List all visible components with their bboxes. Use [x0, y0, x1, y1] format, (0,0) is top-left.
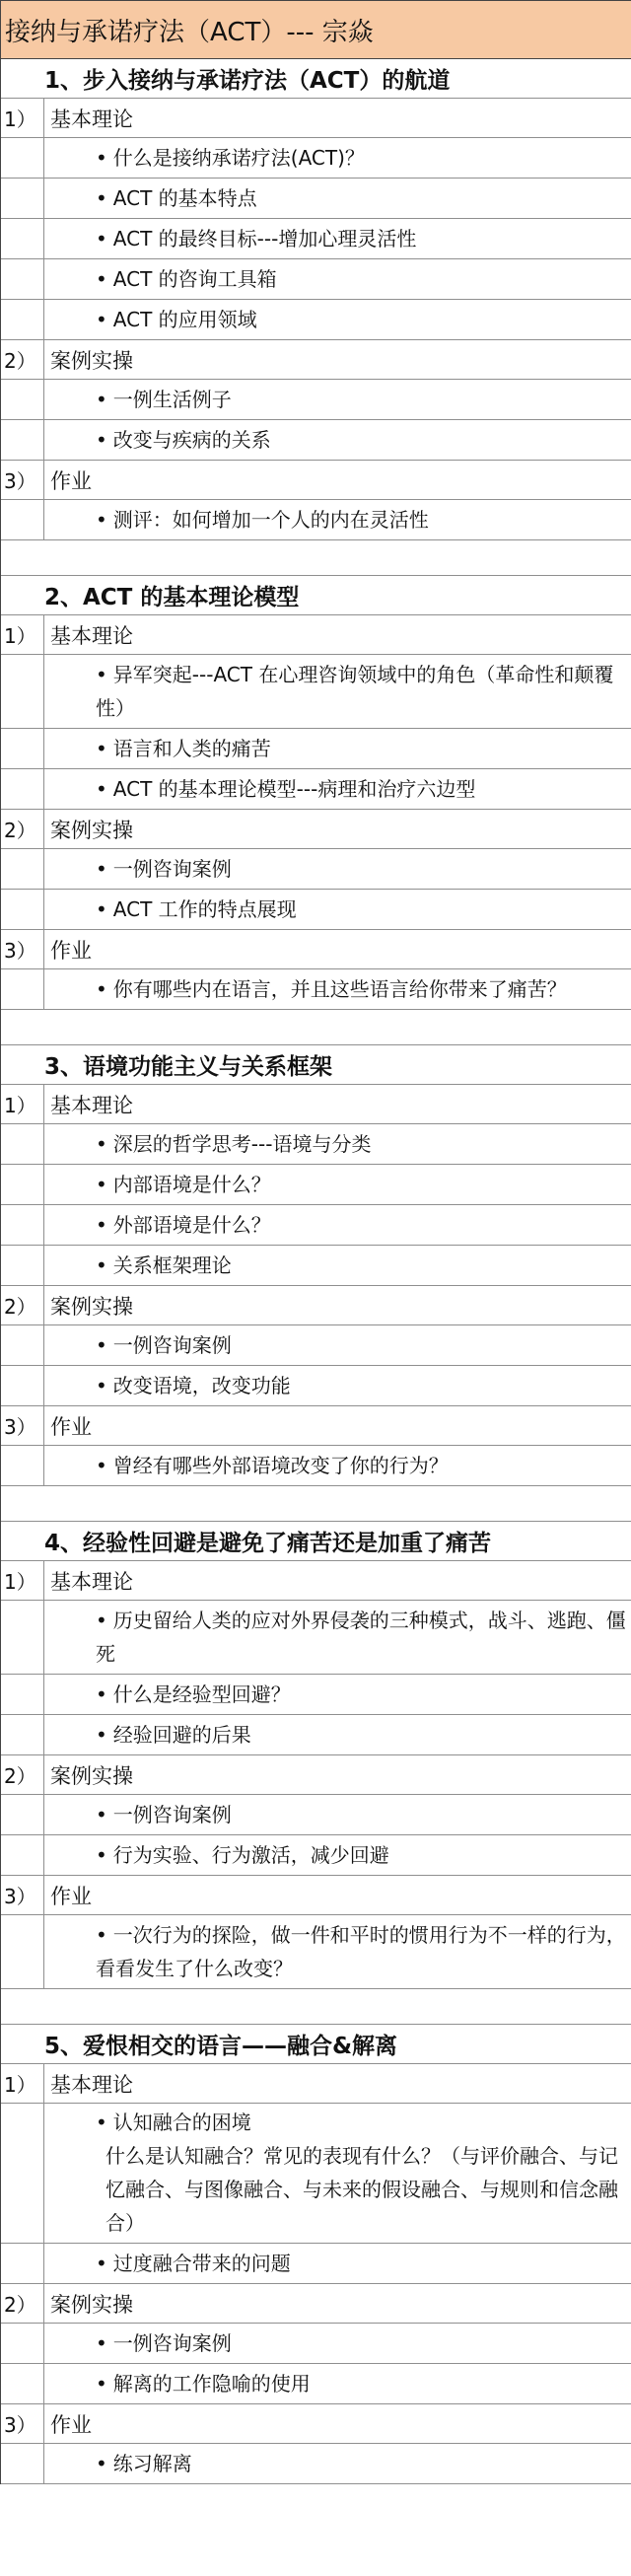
item-content-cell: [44, 1715, 631, 1754]
empty-number-cell: [1, 2104, 44, 2243]
category-label: 作业: [50, 938, 92, 963]
item-content-cell: [44, 1165, 631, 1204]
item-text-block: [96, 1325, 236, 1365]
list-item: [1, 1246, 631, 1286]
section-heading: 2、ACT 的基本理论模型: [44, 585, 300, 610]
category-row: [1, 615, 631, 655]
list-item: [1, 420, 631, 461]
item-content-cell: [44, 138, 631, 178]
list-item: [1, 138, 631, 179]
category-label: 作业: [50, 2412, 92, 2437]
category-label: 基本理论: [50, 1093, 133, 1117]
item-text-block: [96, 380, 236, 419]
item-text: 过度融合带来的问题: [112, 2252, 291, 2275]
item-text-block: [96, 179, 261, 218]
document-title: 接纳与承诺疗法（ACT）--- 宗焱: [5, 17, 374, 47]
item-text-block: [96, 1915, 631, 1988]
item-content-cell: [44, 2104, 631, 2243]
item-text: 改变语境，改变功能: [112, 1374, 291, 1397]
category-number: 3）: [1, 461, 44, 499]
item-content-cell: [44, 1675, 631, 1714]
section-heading-row: [1, 1522, 631, 1561]
item-text-block: [96, 969, 571, 1009]
category-row: [1, 1085, 631, 1124]
list-item: [1, 729, 631, 769]
empty-number-cell: [1, 1205, 44, 1245]
item-content-cell: [44, 300, 631, 339]
item-content-cell: [44, 769, 631, 809]
list-item: [1, 655, 631, 729]
item-text: 内部语境是什么？: [112, 1173, 271, 1196]
item-text: 什么是接纳承诺疗法(ACT)？: [112, 146, 365, 170]
empty-number-cell: [1, 2244, 44, 2283]
bullet-icon: •: [96, 2372, 107, 2396]
bullet-icon: •: [96, 428, 107, 452]
empty-number-cell: [1, 179, 44, 218]
category-row: [1, 1406, 631, 1446]
item-content-cell: [44, 1446, 631, 1485]
bullet-icon: •: [96, 1682, 107, 1706]
item-content-cell: [44, 179, 631, 218]
item-content-cell: [44, 2444, 631, 2483]
item-text: ACT 的基本特点: [112, 186, 257, 210]
empty-number-cell: [1, 1366, 44, 1405]
item-text-block: [96, 655, 631, 728]
item-content-cell: [44, 1601, 631, 1674]
spacer-row: [1, 1989, 631, 2025]
category-number: 2）: [1, 810, 44, 848]
empty-number-cell: [1, 1325, 44, 1365]
category-label: 案例实操: [50, 2292, 133, 2317]
bullet-icon: •: [96, 1843, 107, 1867]
category-label: 作业: [50, 1414, 92, 1439]
list-item: [1, 1446, 631, 1486]
item-content-cell: [44, 1795, 631, 1834]
category-number: 1）: [1, 615, 44, 654]
category-row: [1, 930, 631, 969]
category-row: [1, 461, 631, 500]
spacer-row: [1, 1486, 631, 1522]
category-label: 基本理论: [50, 107, 133, 131]
item-content-cell: [44, 259, 631, 299]
list-item: [1, 769, 631, 810]
item-text-block: [96, 1835, 393, 1875]
list-item: [1, 1915, 631, 1989]
item-content-cell: [44, 1124, 631, 1164]
empty-number-cell: [1, 1246, 44, 1285]
category-number: 3）: [1, 1406, 44, 1445]
category-label: 作业: [50, 1884, 92, 1908]
category-row: [1, 1755, 631, 1795]
item-text-block: [96, 1601, 631, 1674]
category-number: 2）: [1, 2284, 44, 2323]
empty-number-cell: [1, 1675, 44, 1714]
item-text: 行为实验、行为激活，减少回避: [112, 1843, 389, 1867]
bullet-icon: •: [96, 1213, 107, 1237]
item-text: 练习解离: [112, 2452, 192, 2475]
item-text: 深层的哲学思考---语境与分类: [112, 1132, 372, 1156]
item-text-block: [96, 259, 281, 299]
item-content-cell: [44, 890, 631, 929]
item-text: 一例咨询案例: [112, 1803, 232, 1826]
list-item: [1, 259, 631, 300]
empty-number-cell: [1, 1165, 44, 1204]
category-label: 案例实操: [50, 348, 133, 373]
item-text: 一次行为的探险，做一件和平时的惯用行为不一样的行为，看看发生了什么改变？: [96, 1923, 626, 1980]
item-text-block: [96, 1795, 236, 1834]
category-number: 3）: [1, 1876, 44, 1914]
bullet-icon: •: [96, 2452, 107, 2475]
list-item: [1, 849, 631, 890]
bullet-icon: •: [96, 663, 107, 686]
item-text: ACT 工作的特点展现: [112, 897, 297, 921]
category-number: 2）: [1, 340, 44, 379]
empty-number-cell: [1, 380, 44, 419]
item-text-block: [96, 1165, 275, 1204]
category-label: 作业: [50, 468, 92, 493]
item-text-block: [96, 138, 369, 178]
item-text-block: [96, 219, 420, 258]
empty-number-cell: [1, 849, 44, 889]
item-text-block: [96, 1124, 375, 1164]
bullet-icon: •: [96, 186, 107, 210]
item-text: 一例咨询案例: [112, 2331, 232, 2355]
item-text-block: [96, 849, 236, 889]
bullet-icon: •: [96, 777, 107, 801]
list-item: [1, 300, 631, 340]
item-content-cell: [44, 849, 631, 889]
bullet-icon: •: [96, 1723, 107, 1747]
item-text: 认知融合的困境: [112, 2111, 251, 2134]
item-content-cell: [44, 2244, 631, 2283]
list-item: [1, 2244, 631, 2284]
item-text: 历史留给人类的应对外界侵袭的三种模式，战斗、逃跑、僵死: [96, 1609, 626, 1666]
item-text: ACT 的咨询工具箱: [112, 267, 277, 291]
item-content-cell: [44, 1835, 631, 1875]
bullet-icon: •: [96, 2252, 107, 2275]
item-content-cell: [44, 655, 631, 728]
bullet-icon: •: [96, 227, 107, 250]
list-item: [1, 1675, 631, 1715]
bullet-icon: •: [96, 1333, 107, 1357]
bullet-icon: •: [96, 308, 107, 331]
category-row: [1, 340, 631, 380]
item-text-block: [96, 1675, 295, 1714]
bullet-icon: •: [96, 388, 107, 411]
category-label: 基本理论: [50, 1569, 133, 1594]
list-item: [1, 2324, 631, 2364]
bullet-icon: •: [96, 977, 107, 1001]
item-content-cell: [44, 2324, 631, 2363]
bullet-icon: •: [96, 2331, 107, 2355]
item-text-block: [96, 769, 479, 809]
item-text-block: [96, 300, 261, 339]
item-content-cell: [44, 1915, 631, 1988]
item-text: 什么是经验型回避？: [112, 1682, 291, 1706]
empty-number-cell: [1, 259, 44, 299]
item-text: 外部语境是什么？: [112, 1213, 271, 1237]
empty-number-cell: [1, 1795, 44, 1834]
item-text: 经验回避的后果: [112, 1723, 251, 1747]
bullet-icon: •: [96, 508, 107, 532]
section-heading-row: [1, 576, 631, 615]
empty-number-cell: [1, 655, 44, 728]
empty-number-cell: [1, 2444, 44, 2483]
list-item: [1, 500, 631, 540]
item-text: 改变与疾病的关系: [112, 428, 271, 452]
item-text-block: [96, 1715, 255, 1754]
category-row: [1, 2064, 631, 2104]
list-item: [1, 2444, 631, 2484]
empty-number-cell: [1, 2364, 44, 2403]
item-content-cell: [44, 380, 631, 419]
category-label: 基本理论: [50, 623, 133, 648]
item-text-block: [96, 1246, 236, 1285]
empty-number-cell: [1, 1835, 44, 1875]
item-content-cell: [44, 500, 631, 539]
item-text-block: [96, 500, 433, 539]
list-item: [1, 1601, 631, 1675]
empty-number-cell: [1, 500, 44, 539]
document-title-row: [1, 0, 631, 59]
list-item: [1, 1124, 631, 1165]
list-item: [1, 1205, 631, 1246]
item-content-cell: [44, 969, 631, 1009]
category-number: 3）: [1, 930, 44, 968]
category-number: 3）: [1, 2404, 44, 2443]
list-item: [1, 2364, 631, 2404]
item-text-block: [96, 2104, 631, 2243]
empty-number-cell: [1, 890, 44, 929]
list-item: [1, 1795, 631, 1835]
empty-number-cell: [1, 1601, 44, 1674]
item-content-cell: [44, 1205, 631, 1245]
bullet-icon: •: [96, 1803, 107, 1826]
empty-number-cell: [1, 1915, 44, 1988]
item-text: 解离的工作隐喻的使用: [112, 2372, 311, 2396]
bullet-icon: •: [96, 1923, 107, 1947]
category-number: 1）: [1, 1561, 44, 1600]
empty-number-cell: [1, 1446, 44, 1485]
item-text-block: [96, 890, 301, 929]
list-item: [1, 2104, 631, 2244]
section-heading-row: [1, 1045, 631, 1085]
item-content-cell: [44, 729, 631, 768]
item-text: ACT 的最终目标---增加心理灵活性: [112, 227, 417, 250]
bullet-icon: •: [96, 1173, 107, 1196]
item-text-block: [96, 2364, 315, 2403]
bullet-icon: •: [96, 1132, 107, 1156]
bullet-icon: •: [96, 2111, 107, 2134]
item-text: ACT 的应用领域: [112, 308, 257, 331]
item-text-block: [96, 420, 275, 460]
section-heading: 1、步入接纳与承诺疗法（ACT）的航道: [44, 68, 451, 94]
section-heading-row: [1, 59, 631, 99]
bullet-icon: •: [96, 737, 107, 760]
empty-number-cell: [1, 969, 44, 1009]
item-text-block: [96, 1205, 275, 1245]
section-heading: 5、爱恨相交的语言——融合&解离: [44, 2034, 398, 2059]
empty-number-cell: [1, 219, 44, 258]
category-row: [1, 99, 631, 138]
item-text: 测评：如何增加一个人的内在灵活性: [112, 508, 429, 532]
item-content-cell: [44, 219, 631, 258]
item-text-block: [96, 2444, 196, 2483]
item-content-cell: [44, 2364, 631, 2403]
item-content-cell: [44, 1366, 631, 1405]
bullet-icon: •: [96, 897, 107, 921]
item-content-cell: [44, 420, 631, 460]
item-text: 一例咨询案例: [112, 857, 232, 881]
empty-number-cell: [1, 300, 44, 339]
category-row: [1, 2284, 631, 2324]
list-item: [1, 1325, 631, 1366]
item-text: 曾经有哪些外部语境改变了你的行为？: [112, 1454, 449, 1477]
category-row: [1, 810, 631, 849]
category-row: [1, 1876, 631, 1915]
list-item: [1, 1715, 631, 1755]
category-label: 基本理论: [50, 2072, 133, 2097]
category-row: [1, 1561, 631, 1601]
category-label: 案例实操: [50, 1763, 133, 1788]
item-text-block: [96, 729, 275, 768]
item-text-block: [96, 1366, 295, 1405]
item-text: 语言和人类的痛苦: [112, 737, 271, 760]
item-text-block: [96, 1446, 453, 1485]
section-heading: 4、经验性回避是避免了痛苦还是加重了痛苦: [44, 1531, 492, 1556]
category-label: 案例实操: [50, 1294, 133, 1319]
bullet-icon: •: [96, 1609, 107, 1632]
spacer-row: [1, 1010, 631, 1045]
category-number: 1）: [1, 2064, 44, 2103]
empty-number-cell: [1, 1124, 44, 1164]
list-item: [1, 890, 631, 930]
section-heading-row: [1, 2025, 631, 2064]
item-text-block: [96, 2324, 236, 2363]
category-row: [1, 1286, 631, 1325]
section-heading: 3、语境功能主义与关系框架: [44, 1054, 333, 1080]
item-content-cell: [44, 1246, 631, 1285]
bullet-icon: •: [96, 267, 107, 291]
bullet-icon: •: [96, 857, 107, 881]
bullet-icon: •: [96, 1374, 107, 1397]
empty-number-cell: [1, 138, 44, 178]
list-item: [1, 219, 631, 259]
category-row: [1, 2404, 631, 2444]
empty-number-cell: [1, 729, 44, 768]
item-text-block: [96, 2244, 295, 2283]
list-item: [1, 1835, 631, 1876]
item-text: ACT 的基本理论模型---病理和治疗六边型: [112, 777, 476, 801]
list-item: [1, 1366, 631, 1406]
item-text: 一例生活例子: [112, 388, 232, 411]
bullet-icon: •: [96, 146, 107, 170]
item-text: 你有哪些内在语言，并且这些语言给你带来了痛苦？: [112, 977, 567, 1001]
category-number: 2）: [1, 1286, 44, 1324]
empty-number-cell: [1, 2324, 44, 2363]
empty-number-cell: [1, 769, 44, 809]
item-subtext: 什么是认知融合？常见的表现有什么？（与评价融合、与记忆融合、与图像融合、与未来的假设融合、与规则和信念融合）: [105, 2144, 618, 2235]
category-number: 2）: [1, 1755, 44, 1794]
list-item: [1, 179, 631, 219]
bullet-icon: •: [96, 1454, 107, 1477]
category-number: 1）: [1, 1085, 44, 1123]
item-text: 异军突起---ACT 在心理咨询领域中的角色（革命性和颠覆性）: [96, 663, 614, 720]
list-item: [1, 1165, 631, 1205]
bullet-icon: •: [96, 1253, 107, 1277]
empty-number-cell: [1, 420, 44, 460]
item-content-cell: [44, 1325, 631, 1365]
category-label: 案例实操: [50, 818, 133, 842]
list-item: [1, 969, 631, 1010]
table-body: [1, 59, 631, 2484]
item-text: 一例咨询案例: [112, 1333, 232, 1357]
spacer-row: [1, 540, 631, 576]
list-item: [1, 380, 631, 420]
empty-number-cell: [1, 1715, 44, 1754]
item-text: 关系框架理论: [112, 1253, 232, 1277]
category-number: 1）: [1, 99, 44, 137]
